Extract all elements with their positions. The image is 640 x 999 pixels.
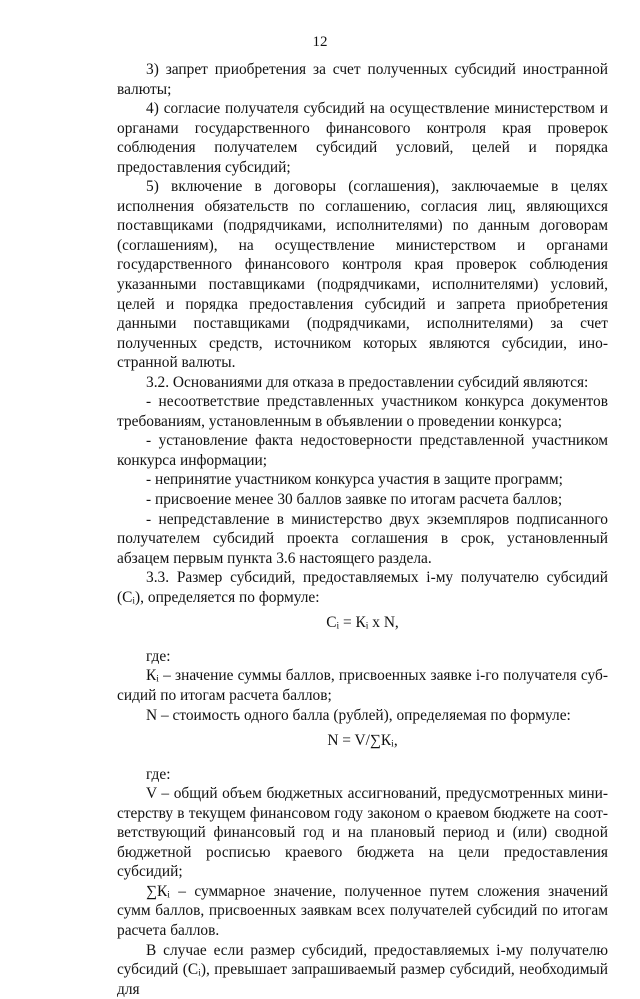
paragraph-item-4: 4) согласие получателя субсидий на осуществление министерством и органами государственного финансового контроля края проверок соблюдения получателем субсидий условий, целей и порядка предоставления субсидий; bbox=[117, 100, 608, 176]
refusal-reason-3: - непринятие участником конкурса участия в защите программ; bbox=[146, 471, 563, 489]
section-3-3-paragraph: 3.3. Размер субсидий, предоставляемых i-му получателю субсидий $(С_i)$, определяется по формуле: bbox=[117, 569, 608, 607]
refusal-reason-4: - присвоение менее 30 баллов заявке по итогам расчета баллов; bbox=[146, 491, 563, 509]
definition-v: V – общий объем бюджетных ассигнований, предусмотренных министерству в текущем финансовом году законом о краевом бюджете на соответствующий финансовый год и на плановый период и (или) сводной бюджетной росписью краевого бюджета на цели предоставления субсидий; bbox=[117, 785, 608, 881]
where-label-1: где: bbox=[146, 647, 171, 665]
section-3-2-heading: 3.2. Основаниями для отказа в предоставлении субсидий являются: bbox=[146, 373, 589, 391]
definition-n: N – стоимость одного балла (рублей), определяемая по формуле: bbox=[146, 706, 571, 724]
paragraph-excess-case: В случае если размер субсидий, предоставляемых i-му получателю субсидий $(С_i)$, превышает запрашиваемый размер субсидий, необходимый для bbox=[117, 941, 609, 998]
formula-point-cost: $N = V/\sum К_i$, bbox=[327, 732, 398, 750]
definition-ki: $К_i$ – значение суммы баллов, присвоенных заявке i-го получателя субсидий по итогам расчета баллов; bbox=[117, 667, 608, 704]
definition-sum-ki: $\sum К_i$ – суммарное значение, полученное путем сложения значений сумм баллов, присвоенных заявкам всех получателей субсидий по итогам расчета баллов. bbox=[117, 882, 608, 939]
document-body bbox=[117, 60, 608, 999]
paragraph-item-3: 3) запрет приобретения за счет полученных субсидий иностранной валюты; bbox=[117, 61, 608, 98]
refusal-reason-2: - установление факта недостоверности представленной участником конкурса информации; bbox=[117, 432, 608, 469]
page-number: 12 bbox=[312, 34, 328, 50]
refusal-reason-1: - несоответствие представленных участником конкурса документов требованиям, установленным в объявлении о проведении конкурса; bbox=[117, 393, 608, 430]
refusal-reason-5: - непредставление в министерство двух экземпляров подписанного получателем субсидий проекта соглашения в срок, установленный абзацем первым пункта 3.6 настоящего раздела. bbox=[117, 510, 608, 567]
formula-subsidy-size: $С_i = К_i$ х N, bbox=[326, 614, 399, 632]
paragraph-item-5: 5) включение в договоры (соглашения), заключаемые в целях исполнения обязательств по соглашению, согласия лиц, являющихся поставщиками (подрядчиками, исполнителями) по данным договорам (соглашениям), на осуществление министерством и органами государственного финансового контроля края проверок соблюдения указанными поставщиками (подрядчиками, исполнителями) условий, целей и порядка предоставления субсидий и запрета приобретения данными поставщиками (подрядчиками, исполнителями) за счет полученных средств, источником которых являются субсидии, иностранной валюты. bbox=[117, 178, 608, 372]
where-label-2: где: bbox=[146, 765, 171, 783]
